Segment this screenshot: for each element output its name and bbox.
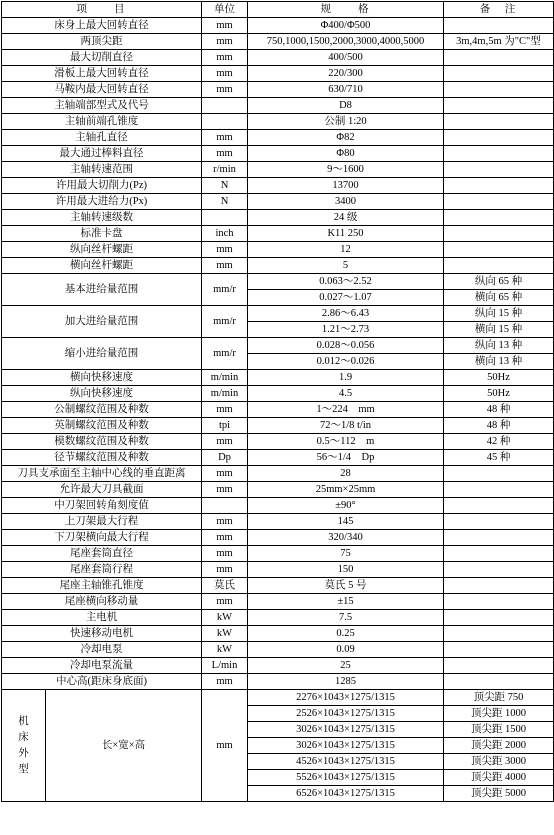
- table-row: [2, 674, 554, 690]
- note-cell: 纵向 13 种: [444, 338, 554, 354]
- note-cell: [444, 146, 554, 162]
- unit-cell: kW: [202, 642, 248, 658]
- item-cell: 两顶尖距: [2, 34, 202, 50]
- spec-cell: Φ400/Φ500: [248, 18, 444, 34]
- table-row: [2, 546, 554, 562]
- unit-cell: inch: [202, 226, 248, 242]
- item-cell: 滑板上最大回转直径: [2, 66, 202, 82]
- spec-cell: D8: [248, 98, 444, 114]
- note-cell: [444, 546, 554, 562]
- spec-cell: 0.5～112 m: [248, 434, 444, 450]
- note-cell: 横向 65 种: [444, 290, 554, 306]
- unit-cell: m/min: [202, 370, 248, 386]
- spec-cell: 1285: [248, 674, 444, 690]
- note-cell: [444, 578, 554, 594]
- unit-cell: mm/r: [202, 338, 248, 370]
- item-cell: 冷却电泵流量: [2, 658, 202, 674]
- unit-cell: m/min: [202, 386, 248, 402]
- unit-cell: [202, 498, 248, 514]
- note-cell: [444, 50, 554, 66]
- note-cell: [444, 498, 554, 514]
- spec-cell: 12: [248, 242, 444, 258]
- spec-cell: 220/300: [248, 66, 444, 82]
- unit-cell: mm: [202, 562, 248, 578]
- unit-cell: L/min: [202, 658, 248, 674]
- unit-cell: kW: [202, 610, 248, 626]
- header-note: 备 注: [444, 2, 554, 18]
- note-cell: [444, 258, 554, 274]
- table-row: [2, 562, 554, 578]
- unit-cell: mm: [202, 594, 248, 610]
- spec-cell: 145: [248, 514, 444, 530]
- note-cell: 顶尖距 1500: [444, 722, 554, 738]
- unit-cell: mm: [202, 434, 248, 450]
- unit-cell: [202, 98, 248, 114]
- unit-cell: mm: [202, 82, 248, 98]
- spec-cell: 25mm×25mm: [248, 482, 444, 498]
- spec-cell: 2276×1043×1275/1315: [248, 690, 444, 706]
- item-cell: 主轴转速级数: [2, 210, 202, 226]
- spec-cell: 28: [248, 466, 444, 482]
- unit-cell: r/min: [202, 162, 248, 178]
- header-spec: 规 格: [248, 2, 444, 18]
- item-cell: 尾座套筒直径: [2, 546, 202, 562]
- spec-cell: 公制 1:20: [248, 114, 444, 130]
- table-row: [2, 386, 554, 402]
- unit-cell: mm: [202, 546, 248, 562]
- table-row: [2, 690, 554, 706]
- table-row: [2, 610, 554, 626]
- item-cell: 主轴转速范围: [2, 162, 202, 178]
- note-cell: [444, 642, 554, 658]
- note-cell: [444, 514, 554, 530]
- item-cell: 冷却电泵: [2, 642, 202, 658]
- table-row: [2, 338, 554, 354]
- table-row: [2, 50, 554, 66]
- note-cell: 顶尖距 5000: [444, 786, 554, 802]
- spec-cell: 2.86～6.43: [248, 306, 444, 322]
- note-cell: [444, 178, 554, 194]
- item-cell: 尾座横向移动量: [2, 594, 202, 610]
- unit-cell: mm: [202, 34, 248, 50]
- note-cell: 50Hz: [444, 370, 554, 386]
- note-cell: [444, 66, 554, 82]
- spec-cell: 5526×1043×1275/1315: [248, 770, 444, 786]
- spec-cell: 150: [248, 562, 444, 578]
- unit-cell: mm: [202, 50, 248, 66]
- unit-cell: mm: [202, 242, 248, 258]
- table-row: [2, 642, 554, 658]
- spec-cell: 1.9: [248, 370, 444, 386]
- spec-table-body: [2, 2, 554, 802]
- table-row: [2, 434, 554, 450]
- item-cell: 尾座套筒行程: [2, 562, 202, 578]
- item-cell: 最大通过棒料直径: [2, 146, 202, 162]
- unit-cell: N: [202, 178, 248, 194]
- unit-cell: mm: [202, 674, 248, 690]
- spec-cell: 75: [248, 546, 444, 562]
- note-cell: 50Hz: [444, 386, 554, 402]
- item-cell: 上刀架最大行程: [2, 514, 202, 530]
- spec-cell: 3400: [248, 194, 444, 210]
- spec-cell: 4526×1043×1275/1315: [248, 754, 444, 770]
- item-cell: 许用最大进给力(Px): [2, 194, 202, 210]
- note-cell: 48 种: [444, 402, 554, 418]
- table-row: [2, 210, 554, 226]
- note-cell: 45 种: [444, 450, 554, 466]
- spec-cell: 3026×1043×1275/1315: [248, 722, 444, 738]
- note-cell: 顶尖距 750: [444, 690, 554, 706]
- table-row: [2, 578, 554, 594]
- spec-cell: ±90°: [248, 498, 444, 514]
- spec-cell: 3026×1043×1275/1315: [248, 738, 444, 754]
- unit-cell: mm: [202, 530, 248, 546]
- note-cell: [444, 162, 554, 178]
- item-cell: 许用最大切削力(Pz): [2, 178, 202, 194]
- note-cell: [444, 466, 554, 482]
- unit-cell: Dp: [202, 450, 248, 466]
- header-item: 项 目: [2, 2, 202, 18]
- spec-cell: 9～1600: [248, 162, 444, 178]
- dimensions-label-cell: 长×宽×高: [46, 690, 202, 802]
- table-row: [2, 258, 554, 274]
- item-cell: 模数螺纹范围及种数: [2, 434, 202, 450]
- spec-cell: 1.21～2.73: [248, 322, 444, 338]
- item-cell: 主轴孔直径: [2, 130, 202, 146]
- note-cell: 顶尖距 2000: [444, 738, 554, 754]
- spec-cell: 400/500: [248, 50, 444, 66]
- table-row: [2, 82, 554, 98]
- item-cell: 基本进给量范围: [2, 274, 202, 306]
- spec-cell: 25: [248, 658, 444, 674]
- unit-cell: mm: [202, 146, 248, 162]
- unit-cell: mm: [202, 402, 248, 418]
- unit-cell: tpi: [202, 418, 248, 434]
- note-cell: [444, 594, 554, 610]
- table-row: [2, 98, 554, 114]
- spec-cell: 630/710: [248, 82, 444, 98]
- table-row: [2, 402, 554, 418]
- item-cell: 横向快移速度: [2, 370, 202, 386]
- table-row: [2, 194, 554, 210]
- table-row: [2, 178, 554, 194]
- item-cell: 主电机: [2, 610, 202, 626]
- spec-cell: 莫氏 5 号: [248, 578, 444, 594]
- spec-cell: 4.5: [248, 386, 444, 402]
- note-cell: [444, 658, 554, 674]
- item-cell: 尾座主轴锥孔锥度: [2, 578, 202, 594]
- item-cell: 纵向丝杆螺距: [2, 242, 202, 258]
- item-cell: 主轴前端孔锥度: [2, 114, 202, 130]
- spec-cell: 24 级: [248, 210, 444, 226]
- item-cell: 马鞍内最大回转直径: [2, 82, 202, 98]
- unit-cell: mm/r: [202, 274, 248, 306]
- item-cell: 主轴端部型式及代号: [2, 98, 202, 114]
- note-cell: 顶尖距 1000: [444, 706, 554, 722]
- spec-table: [1, 1, 554, 802]
- note-cell: [444, 610, 554, 626]
- note-cell: [444, 626, 554, 642]
- unit-cell: mm: [202, 18, 248, 34]
- table-row: [2, 418, 554, 434]
- item-cell: 刀具支承面至主轴中心线的垂直距离: [2, 466, 202, 482]
- spec-cell: 7.5: [248, 610, 444, 626]
- item-cell: 缩小进给量范围: [2, 338, 202, 370]
- note-cell: [444, 98, 554, 114]
- note-cell: 纵向 15 种: [444, 306, 554, 322]
- note-cell: 3m,4m,5m 为"C"型: [444, 34, 554, 50]
- spec-cell: Φ80: [248, 146, 444, 162]
- header-row: [2, 2, 554, 18]
- unit-cell: N: [202, 194, 248, 210]
- item-cell: 径节螺纹范围及种数: [2, 450, 202, 466]
- note-cell: [444, 210, 554, 226]
- table-row: [2, 498, 554, 514]
- note-cell: [444, 194, 554, 210]
- table-row: [2, 658, 554, 674]
- unit-cell: mm: [202, 258, 248, 274]
- note-cell: [444, 18, 554, 34]
- unit-cell: [202, 114, 248, 130]
- unit-cell: [202, 210, 248, 226]
- note-cell: [444, 562, 554, 578]
- item-cell: 最大切削直径: [2, 50, 202, 66]
- unit-cell: kW: [202, 626, 248, 642]
- item-cell: 横向丝杆螺距: [2, 258, 202, 274]
- note-cell: [444, 530, 554, 546]
- unit-cell: 莫氏: [202, 578, 248, 594]
- item-cell: 加大进给量范围: [2, 306, 202, 338]
- table-row: [2, 370, 554, 386]
- note-cell: [444, 82, 554, 98]
- table-row: [2, 162, 554, 178]
- spec-cell: 0.063～2.52: [248, 274, 444, 290]
- spec-cell: 0.012～0.026: [248, 354, 444, 370]
- table-row: [2, 274, 554, 290]
- table-row: [2, 66, 554, 82]
- table-row: [2, 626, 554, 642]
- table-row: [2, 450, 554, 466]
- spec-cell: 0.25: [248, 626, 444, 642]
- table-row: [2, 514, 554, 530]
- spec-cell: K11 250: [248, 226, 444, 242]
- spec-cell: 72～1/8 t/in: [248, 418, 444, 434]
- item-cell: 允许最大刀具截面: [2, 482, 202, 498]
- spec-cell: 0.028～0.056: [248, 338, 444, 354]
- unit-cell: mm/r: [202, 306, 248, 338]
- spec-cell: 0.027～1.07: [248, 290, 444, 306]
- item-cell: 中刀架回转角刻度值: [2, 498, 202, 514]
- note-cell: 横向 15 种: [444, 322, 554, 338]
- note-cell: [444, 130, 554, 146]
- note-cell: 顶尖距 4000: [444, 770, 554, 786]
- dimensions-group-cell: 机床外型: [2, 690, 46, 802]
- note-cell: [444, 226, 554, 242]
- spec-cell: 1～224 mm: [248, 402, 444, 418]
- unit-cell: mm: [202, 690, 248, 802]
- spec-cell: 320/340: [248, 530, 444, 546]
- spec-cell: 750,1000,1500,2000,3000,4000,5000: [248, 34, 444, 50]
- spec-cell: 13700: [248, 178, 444, 194]
- unit-cell: mm: [202, 466, 248, 482]
- note-cell: 顶尖距 3000: [444, 754, 554, 770]
- item-cell: 纵向快移速度: [2, 386, 202, 402]
- spec-cell: 0.09: [248, 642, 444, 658]
- spec-cell: 5: [248, 258, 444, 274]
- spec-cell: Φ82: [248, 130, 444, 146]
- table-row: [2, 34, 554, 50]
- note-cell: [444, 242, 554, 258]
- table-row: [2, 482, 554, 498]
- unit-cell: mm: [202, 514, 248, 530]
- item-cell: 标准卡盘: [2, 226, 202, 242]
- item-cell: 英制螺纹范围及种数: [2, 418, 202, 434]
- note-cell: [444, 674, 554, 690]
- unit-cell: mm: [202, 130, 248, 146]
- note-cell: 纵向 65 种: [444, 274, 554, 290]
- spec-cell: 56～1/4 Dp: [248, 450, 444, 466]
- note-cell: 横向 13 种: [444, 354, 554, 370]
- item-cell: 中心高(距床身底面): [2, 674, 202, 690]
- note-cell: [444, 114, 554, 130]
- note-cell: 42 种: [444, 434, 554, 450]
- table-row: [2, 18, 554, 34]
- item-cell: 下刀架横向最大行程: [2, 530, 202, 546]
- table-row: [2, 114, 554, 130]
- spec-cell: ±15: [248, 594, 444, 610]
- item-cell: 快速移动电机: [2, 626, 202, 642]
- item-cell: 床身上最大回转直径: [2, 18, 202, 34]
- table-row: [2, 226, 554, 242]
- table-row: [2, 466, 554, 482]
- table-row: [2, 146, 554, 162]
- spec-cell: 2526×1043×1275/1315: [248, 706, 444, 722]
- table-row: [2, 594, 554, 610]
- note-cell: [444, 482, 554, 498]
- table-row: [2, 130, 554, 146]
- note-cell: 48 种: [444, 418, 554, 434]
- header-unit: 单位: [202, 2, 248, 18]
- table-row: [2, 242, 554, 258]
- unit-cell: mm: [202, 482, 248, 498]
- table-row: [2, 530, 554, 546]
- unit-cell: mm: [202, 66, 248, 82]
- item-cell: 公制螺纹范围及种数: [2, 402, 202, 418]
- spec-cell: 6526×1043×1275/1315: [248, 786, 444, 802]
- table-row: [2, 306, 554, 322]
